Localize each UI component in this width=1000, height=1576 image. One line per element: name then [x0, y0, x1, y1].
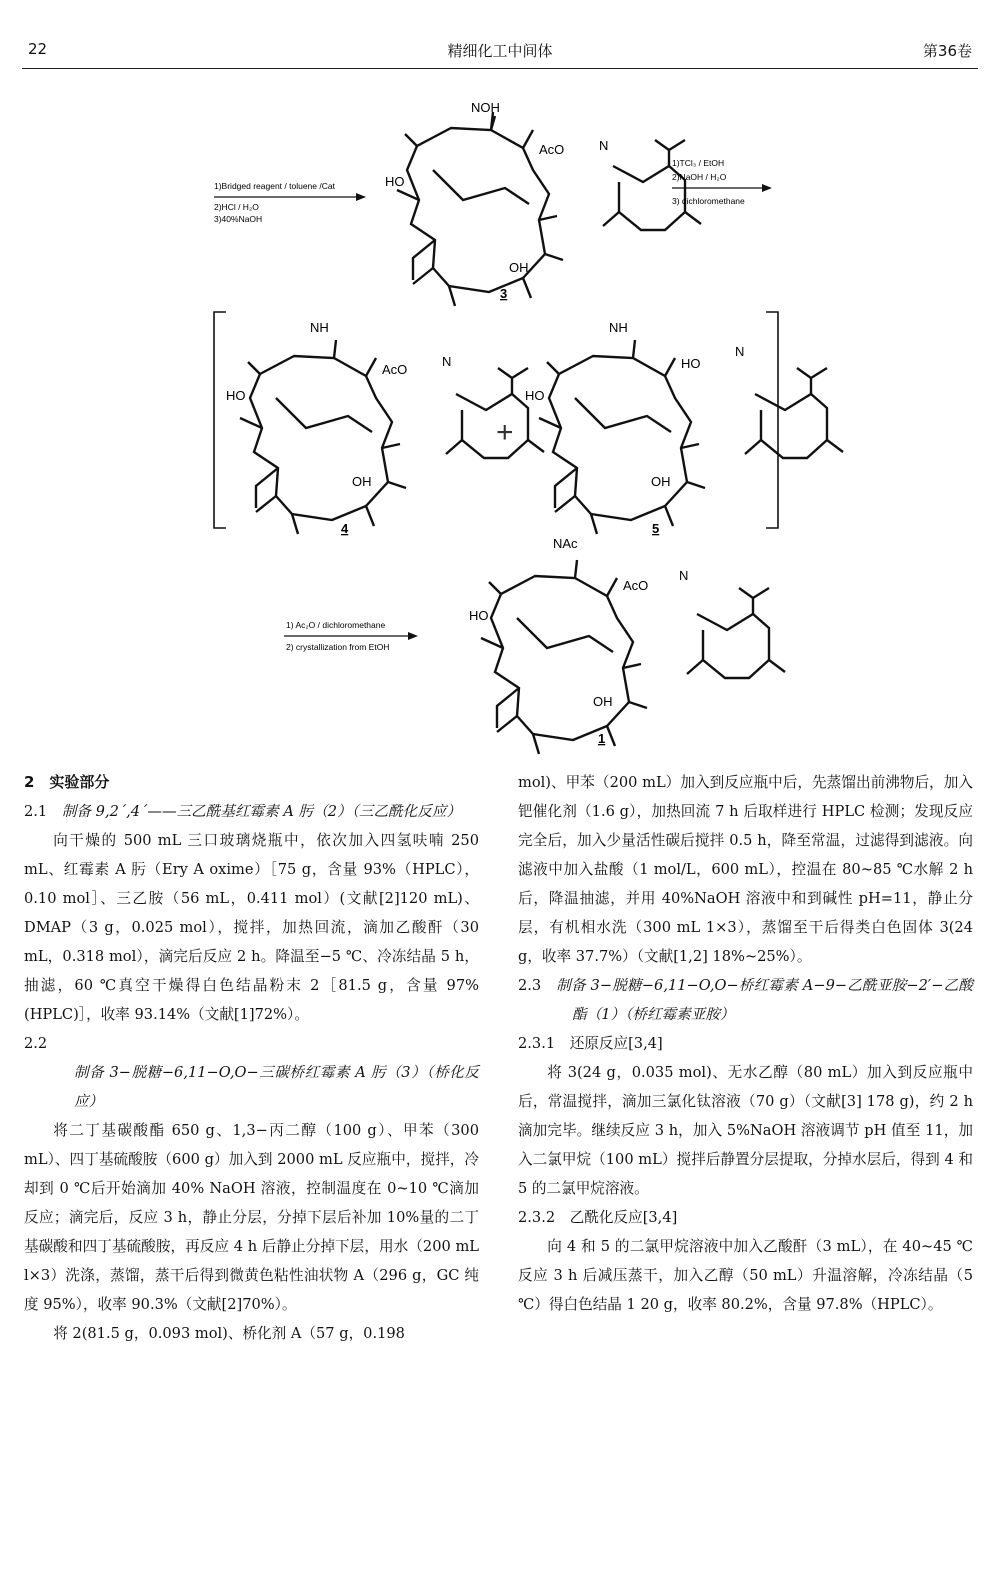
left-column	[24, 768, 479, 1348]
reaction-scheme	[0, 80, 1000, 760]
aco-label: AcO	[539, 142, 565, 157]
right-column	[518, 768, 973, 1319]
noh-label: NOH	[471, 100, 500, 115]
n-label: N	[442, 354, 452, 369]
paragraph: 将 3(24 g，0.035 mol)、无水乙醇（80 mL）加入到反应瓶中后，常温搅拌，滴加三氯化钛溶液（70 g）（文献[3] 178 g)，约 2 h 滴加完毕。继续反应 3 h，加入 5%NaOH 溶液调节 pH 值至 11，加入二氯甲烷（100 mL）搅拌后静置分层提取，分掉水层后，得到 4 和 5 的二氯甲烷溶液。	[518, 1064, 973, 1197]
compound-label-3: 3	[500, 286, 508, 301]
ho-label: HO	[385, 174, 405, 189]
n-label: N	[599, 138, 609, 153]
section-2-3-1-heading: 2.3.1 还原反应[3,4]	[518, 1035, 663, 1052]
paragraph: 向干燥的 500 mL 三口玻璃烧瓶中，依次加入四氢呋喃 250 mL、红霉素 A 肟（Ery A oxime）［75 g，含量 93%（HPLC），0.10 mol］、三乙胺（56 mL，0.411 mol）(文献[2]120 mL)、DMAP（3 g，0.025 mol），搅拌，加热回流，滴加乙酸酐（30 mL，0.318 mol），滴完后反应 2 h。降温至−5 ℃、冷冻结晶 5 h，抽滤，60 ℃真空干燥得白色结晶粉末 2［81.5 g，含量 97%(HPLC)］，收率 93.14%（文献[1]72%）。	[24, 832, 479, 1023]
compound-5-structure	[525, 320, 843, 534]
compound-1-structure	[469, 536, 785, 754]
step2-reagent-3: 3) dichloromethane	[672, 196, 745, 206]
header-rule	[22, 68, 978, 69]
step1-reagent-1: 1)Bridged reagent / toluene /Cat	[214, 181, 335, 191]
ho-label: HO	[525, 388, 545, 403]
n-label: N	[679, 568, 689, 583]
n-label: N	[735, 344, 745, 359]
step2-reagent-1: 1)TCl₃ / EtOH	[672, 158, 725, 168]
journal-title: 精细化工中间体	[447, 42, 553, 60]
section-2-heading: 2 实验部分	[24, 773, 110, 791]
section-2-3-2-heading: 2.3.2 乙酰化反应[3,4]	[518, 1209, 678, 1226]
compound-label-4: 4	[341, 521, 349, 536]
right-bracket	[766, 312, 778, 528]
page-number: 22	[28, 40, 48, 58]
paragraph: 将 2(81.5 g，0.093 mol)、桥化剂 A（57 g，0.198	[53, 1325, 405, 1342]
step1-reagent-3: 3)40%NaOH	[214, 214, 263, 224]
paragraph: 向 4 和 5 的二氯甲烷溶液中加入乙酸酐（3 mL），在 40~45 ℃反应 3 h 后减压蒸干，加入乙醇（50 mL）升温溶解，冷冻结晶（5 ℃）得白色结晶 1 20 g，收率 80.2%，含量 97.8%（HPLC）。	[518, 1238, 973, 1313]
compound-label-5: 5	[652, 521, 660, 536]
plus-sign: +	[496, 416, 514, 449]
compound-3-structure	[385, 100, 701, 306]
ho-label: HO	[226, 388, 246, 403]
oh-label: OH	[352, 474, 372, 489]
paragraph: 将二丁基碳酸酯 650 g、1,3−丙二醇（100 g）、甲苯（300 mL）、四丁基硫酸胺（600 g）加入到 2000 mL 反应瓶中，搅拌，冷却到 0 ℃后开始滴加 40% NaOH 溶液，控制温度在 0~10 ℃滴加反应；滴完后，反应 3 h，静止分层，分掉下层后补加 10%量的二丁基碳酸和四丁基硫酸胺，再反应 4 h 后静止分掉下层，用水（200 mL l×3）洗涤，蒸馏，蒸干后得到微黄色粘性油状物 A（296 g，GC 纯度 95%），收率 90.3%（文献[2]70%）。	[24, 1122, 479, 1313]
oh-label: OH	[651, 474, 671, 489]
aco-label: AcO	[382, 362, 408, 377]
aco-label: AcO	[623, 578, 649, 593]
section-2-1-heading: 2.1 制备 9,2´,4´——三乙酰基红霉素 A 肟（2）（三乙酰化反应）	[24, 803, 462, 820]
nac-label: NAc	[553, 536, 578, 551]
nh-label: NH	[609, 320, 628, 335]
step3-reagent-1: 1) Ac₂O / dichloromethane	[286, 620, 386, 630]
section-2-2-heading: 2.2 制备 3−脱糖−6,11−O,O−三碳桥红霉素 A 肟（3）（桥化反应）	[24, 1035, 479, 1110]
oh-label: OH	[593, 694, 613, 709]
paragraph: mol)、甲苯（200 mL）加入到反应瓶中后，先蒸馏出前沸物后，加入钯催化剂（1.6 g），加热回流 7 h 后取样进行 HPLC 检测；发现反应完全后，加入少量活性碳后搅拌 0.5 h，降至常温，过滤得到滤液。向滤液中加入盐酸（1 mol/L，600 mL），控温在 80~85 ℃水解 2 h 后，降温抽滤，并用 40%NaOH 溶液中和到碱性 pH=11，静止分层，有机相水洗（300 mL 1×3），蒸馏至干后得类白色固体 3(24 g，收率 37.7%）（文献[1,2] 18%~25%）。	[518, 774, 973, 965]
step1-reagent-2: 2)HCl / H₂O	[214, 202, 259, 212]
volume: 第36卷	[922, 42, 972, 60]
left-bracket	[214, 312, 226, 528]
compound-label-1: 1	[598, 731, 606, 746]
section-2-3-heading: 2.3 制备 3−脱糖−6,11−O,O−桥红霉素 A−9−乙酰亚胺−2′−乙酸酯（1）（桥红霉素亚胺）	[518, 977, 973, 1023]
oh-label: OH	[509, 260, 529, 275]
ho-label: HO	[469, 608, 489, 623]
ho-sugar-label: HO	[681, 356, 701, 371]
nh-label: NH	[310, 320, 329, 335]
step2-reagent-2: 2)NaOH / H₂O	[672, 172, 727, 182]
step3-reagent-2: 2) crystallization from EtOH	[286, 642, 390, 652]
